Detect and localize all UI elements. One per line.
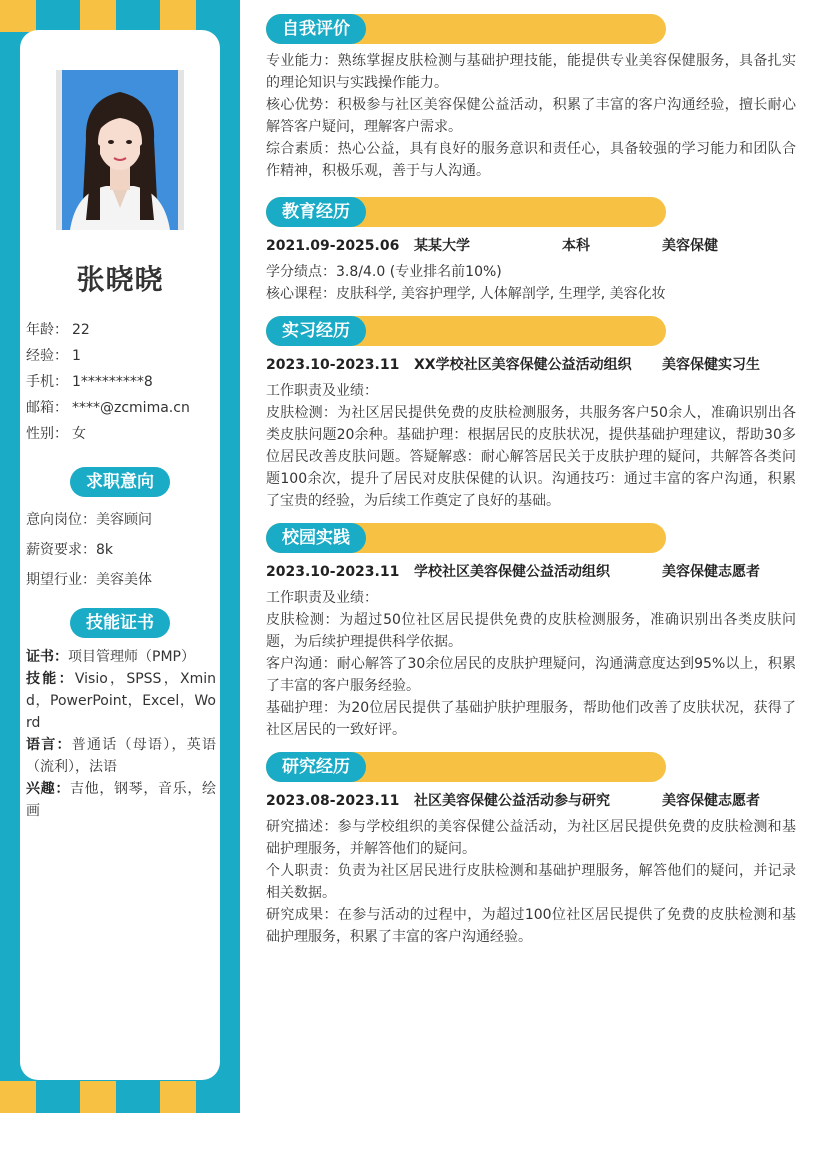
campus-line: 皮肤检测：为超过50位社区居民提供免费的皮肤检测服务，准确识别出各类皮肤问题，为后续护理提供科学依据。 xyxy=(266,612,796,650)
section-heading xyxy=(266,316,666,346)
info-age xyxy=(26,320,90,340)
research-line: 研究成果：在参与活动的过程中，为超过100位社区居民提供了免费的皮肤检测和基础护理服务，积累了丰富的客户沟通经验。 xyxy=(266,907,796,945)
skill-value: Visio，SPSS，Xmind，PowerPoint，Excel，Word xyxy=(26,671,216,731)
decor-stripe xyxy=(160,1081,196,1113)
campus-line: 基础护理：为20位居民提供了基础护肤护理服务，帮助他们改善了皮肤状况，获得了社区居民的一致好评。 xyxy=(266,700,796,738)
info-email xyxy=(26,398,190,418)
info-label: 邮箱： xyxy=(26,400,68,416)
skills-list xyxy=(26,646,216,822)
skill-hobby xyxy=(26,778,216,822)
skill-label: 技能： xyxy=(26,671,75,687)
campus-role: 美容保健志愿者 xyxy=(662,564,760,580)
section-internship xyxy=(266,316,796,512)
section-heading xyxy=(266,523,666,553)
intent-label: 薪资要求： xyxy=(26,542,96,558)
info-label: 年龄： xyxy=(26,322,68,338)
info-value: 1*********8 xyxy=(72,374,153,390)
self-eval-line: 综合素质：热心公益，具有良好的服务意识和责任心，具备较强的学习能力和团队合作精神，积极乐观，善于与人沟通。 xyxy=(266,141,796,179)
research-org: 社区美容保健公益活动参与研究 xyxy=(414,793,610,809)
job-intent-heading: 求职意向 xyxy=(70,467,170,497)
internship-role: 美容保健实习生 xyxy=(662,357,760,373)
skill-certificate xyxy=(26,646,216,668)
campus-line: 工作职责及业绩： xyxy=(266,590,378,606)
info-label: 经验： xyxy=(26,348,68,364)
skills-heading: 技能证书 xyxy=(70,608,170,638)
education-degree: 本科 xyxy=(562,238,590,254)
skill-language xyxy=(26,734,216,778)
research-period: 2023.08-2023.11 xyxy=(266,793,400,809)
section-body xyxy=(266,380,796,512)
heading-title: 校园实践 xyxy=(266,523,366,553)
heading-title: 研究经历 xyxy=(266,752,366,782)
intent-position xyxy=(26,510,152,530)
intent-value: 美容顾问 xyxy=(96,512,152,528)
profile-photo xyxy=(56,70,184,230)
intent-value: 美容美体 xyxy=(96,572,152,588)
sidebar xyxy=(0,0,240,1113)
intent-label: 期望行业： xyxy=(26,572,96,588)
skill-label: 语言： xyxy=(26,737,72,753)
intent-industry xyxy=(26,570,152,590)
info-phone xyxy=(26,372,153,392)
decor-stripe xyxy=(0,0,36,32)
intent-value: 8k xyxy=(96,542,114,558)
section-campus xyxy=(266,523,796,741)
research-row xyxy=(266,790,796,812)
campus-org: 学校社区美容保健公益活动组织 xyxy=(414,564,610,580)
internship-line: 工作职责及业绩： xyxy=(266,383,378,399)
skill-value: 普通话（母语），英语（流利），法语 xyxy=(26,737,216,775)
section-body xyxy=(266,261,796,305)
education-school: 某某大学 xyxy=(414,238,470,254)
self-eval-line: 核心优势：积极参与社区美容保健公益活动，积累了丰富的客户沟通经验，擅长耐心解答客户疑问，理解客户需求。 xyxy=(266,97,796,135)
skill-tools xyxy=(26,668,216,734)
internship-org: XX学校社区美容保健公益活动组织 xyxy=(414,357,632,373)
education-row xyxy=(266,235,796,257)
research-line: 研究描述：参与学校组织的美容保健公益活动，为社区居民提供免费的皮肤检测和基础护理服务，并解答他们的疑问。 xyxy=(266,819,796,857)
internship-row xyxy=(266,354,796,376)
section-heading xyxy=(266,14,666,44)
info-value: ****@zcmima.cn xyxy=(72,400,190,416)
section-research xyxy=(266,752,796,948)
skill-label: 证书： xyxy=(26,649,68,665)
section-heading xyxy=(266,197,666,227)
info-value: 1 xyxy=(72,348,81,364)
info-gender xyxy=(26,424,86,444)
campus-line: 客户沟通：耐心解答了30余位居民的皮肤护理疑问，沟通满意度达到95%以上，积累了丰富的客户服务经验。 xyxy=(266,656,796,694)
section-self-eval xyxy=(266,14,796,182)
decor-stripe xyxy=(80,1081,116,1113)
candidate-name: 张晓晓 xyxy=(76,263,164,296)
info-value: 女 xyxy=(72,426,86,442)
section-body xyxy=(266,50,796,182)
research-role: 美容保健志愿者 xyxy=(662,793,760,809)
heading-title: 自我评价 xyxy=(266,14,366,44)
section-education xyxy=(266,197,796,305)
education-line: 学分绩点：3.8/4.0 (专业排名前10%) xyxy=(266,264,502,280)
self-eval-line: 专业能力：熟练掌握皮肤检测与基础护理技能，能提供专业美容保健服务，具备扎实的理论知识与实践操作能力。 xyxy=(266,53,796,91)
campus-row xyxy=(266,561,796,583)
heading-title: 教育经历 xyxy=(266,197,366,227)
campus-period: 2023.10-2023.11 xyxy=(266,564,400,580)
education-line: 核心课程：皮肤科学, 美容护理学, 人体解剖学, 生理学, 美容化妆 xyxy=(266,286,666,302)
section-heading xyxy=(266,752,666,782)
heading-title: 实习经历 xyxy=(266,316,366,346)
skill-value: 项目管理师（PMP） xyxy=(68,649,195,665)
education-major: 美容保健 xyxy=(662,238,718,254)
internship-period: 2023.10-2023.11 xyxy=(266,357,400,373)
decor-stripe xyxy=(160,0,196,32)
intent-salary xyxy=(26,540,113,560)
section-body xyxy=(266,587,796,741)
info-label: 性别： xyxy=(26,426,68,442)
section-body xyxy=(266,816,796,948)
decor-stripe xyxy=(80,0,116,32)
internship-line: 皮肤检测：为社区居民提供免费的皮肤检测服务，共服务客户50余人，准确识别出各类皮肤问题20余种。基础护理：根据居民的皮肤状况，提供基础护理建议，帮助30多位居民改善皮肤问题。答疑解惑：耐心解答居民关于皮肤护理的疑问，共解答各类问题100余次，提升了居民对皮肤保健的认识。沟通技巧：通过丰富的客户沟通，积累了宝贵的经验，为后续工作奠定了良好的基础。 xyxy=(266,405,796,509)
intent-label: 意向岗位： xyxy=(26,512,96,528)
profile-card xyxy=(20,30,220,1080)
education-period: 2021.09-2025.06 xyxy=(266,238,400,254)
skill-value: 吉他，钢琴，音乐，绘画 xyxy=(26,781,216,819)
research-line: 个人职责：负责为社区居民进行皮肤检测和基础护理服务，解答他们的疑问，并记录相关数据。 xyxy=(266,863,796,901)
skill-label: 兴趣： xyxy=(26,781,70,797)
info-value: 22 xyxy=(72,322,90,338)
decor-stripe xyxy=(0,1081,36,1113)
info-experience xyxy=(26,346,81,366)
info-label: 手机： xyxy=(26,374,68,390)
